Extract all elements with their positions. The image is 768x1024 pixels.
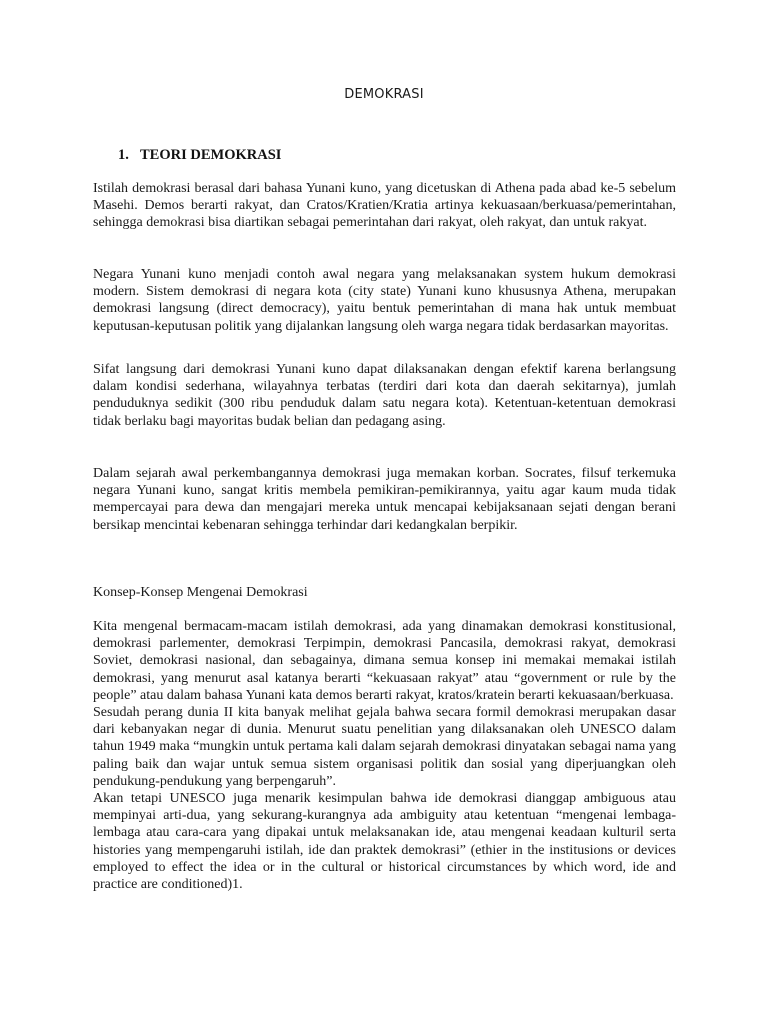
paragraph: Dalam sejarah awal perkembangannya demokrasi juga memakan korban. Socrates, filsuf terkemuka negara Yunani kuno, sangat kritis membela pemikiran-pemikirannya, yaitu agar kaum muda tidak mempercayai para dewa dan mengajari mereka untuk mencapai kebijaksanaan sejati dengan berani bersikap mencintai kebenaran sehingga terhindar dari kedangkalan berpikir. [93, 466, 676, 533]
subsection-body [93, 618, 676, 893]
subsection-heading: Konsep-Konsep Mengenai Demokrasi [93, 585, 308, 600]
section-heading [118, 147, 281, 164]
paragraph: Sifat langsung dari demokrasi Yunani kuno dapat dilaksanakan dengan efektif karena berlangsung dalam kondisi sederhana, wilayahnya terbatas (terdiri dari kota dan daerah sekitarnya), jumlah penduduknya sedikit (300 ribu penduduk dalam satu negara kota). Ketentuan-ketentuan demokrasi tidak berlaku bagi mayoritas budak belian dan pedagang asing. [93, 362, 676, 429]
paragraph: Negara Yunani kuno menjadi contoh awal negara yang melaksanakan system hukum demokrasi modern. Sistem demokrasi di negara kota (city state) Yunani kuno khususnya Athena, merupakan demokrasi langsung (direct democracy), yaitu bentuk pemerintahan di mana hak untuk membuat keputusan-keputusan politik yang dijalankan langsung oleh warga negara tidak berdasarkan mayoritas. [93, 267, 676, 334]
paragraph: Kita mengenal bermacam-macam istilah demokrasi, ada yang dinamakan demokrasi konstitusional, demokrasi parlementer, demokrasi Terpimpin, demokrasi Pancasila, demokrasi rakyat, demokrasi Soviet, demokrasi nasional, dan sebagainya, dimana semua konsep ini memakai memakai istilah demokrasi, yang menurut asal katanya berarti “kekuasaan rakyat” atau “government or rule by the people” atau dalam bahasa Yunani kata demos berarti rakyat, kratos/kratein berarti kekuasaan/berkuasa. [93, 619, 676, 703]
document-title: DEMOKRASI [344, 87, 424, 102]
paragraph-block [93, 180, 676, 232]
paragraph-block [93, 266, 676, 335]
paragraph: Akan tetapi UNESCO juga menarik kesimpulan bahwa ide demokrasi dianggap ambiguous atau mempinyai arti-dua, yang sekurang-kurangnya ada ambiguity atau ketentuan “mengenai lembaga-lembaga atau cara-cara yang dipakai untuk melaksanakan ide, atau mengenai keadaan kulturil serta histories yang mempengaruhi istilah, ide dan praktek demokrasi” (ethier in the institusions or devices employed to effect the idea or in the cultural or historical circumstances by which word, ide and practice are conditioned)1. [93, 791, 676, 893]
subsection-heading-block [93, 584, 676, 601]
section-number: 1. [118, 147, 129, 163]
paragraph-block [93, 465, 676, 534]
paragraph: Sesudah perang dunia II kita banyak melihat gejala bahwa secara formil demokrasi merupakan dasar dari kebanyakan negar di dunia. Menurut suatu penelitian yang dilaksanakan oleh UNESCO dalam tahun 1949 maka “mungkin untuk pertama kali dalam sejarah demokrasi dinyatakan sebagai nama yang paling baik dan wajar untuk semua sistem organisasi politik dan sosial yang diperjuangkan oleh pendukung-pendukung yang berpengaruh”. [93, 705, 676, 789]
section-heading-text: TEORI DEMOKRASI [140, 147, 282, 163]
paragraph-block [93, 361, 676, 430]
paragraph: Istilah demokrasi berasal dari bahasa Yunani kuno, yang dicetuskan di Athena pada abad ke-5 sebelum Masehi. Demos berarti rakyat, dan Cratos/Kratien/Kratia artinya kekuasaan/berkuasa/pemerintahan, sehingga demokrasi bisa diartikan sebagai pemerintahan dari rakyat, oleh rakyat, dan untuk rakyat. [93, 181, 676, 231]
